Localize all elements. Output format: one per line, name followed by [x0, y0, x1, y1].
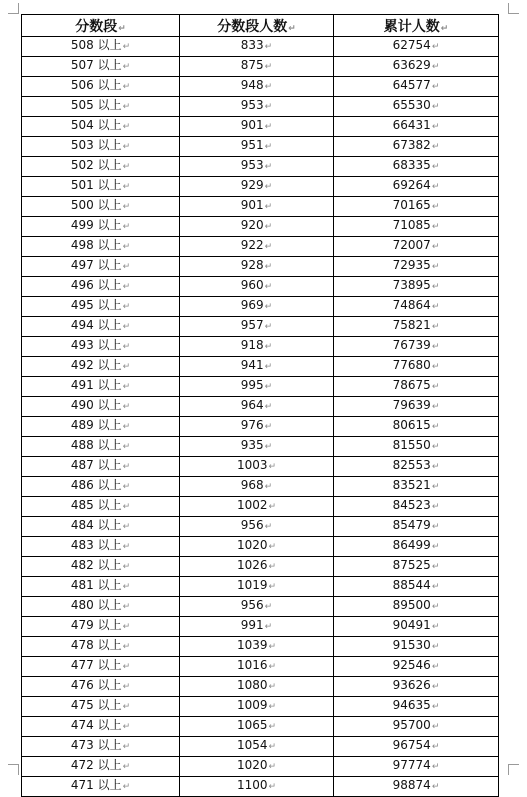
cell-cumulative-count: 90491↵ — [334, 617, 499, 637]
cell-range-count: 833↵ — [180, 37, 334, 57]
cell-range-count: 929↵ — [180, 177, 334, 197]
cell-range-count: 1016↵ — [180, 657, 334, 677]
paragraph-mark-icon: ↵ — [268, 462, 277, 472]
cell-cumulative-count: 63629↵ — [334, 57, 499, 77]
paragraph-mark-icon: ↵ — [288, 23, 296, 34]
table-row — [22, 157, 499, 177]
cell-score-range: 481 以上↵ — [22, 577, 180, 597]
paragraph-mark-icon: ↵ — [122, 222, 131, 232]
cell-score-range: 489 以上↵ — [22, 417, 180, 437]
paragraph-mark-icon: ↵ — [431, 262, 440, 272]
paragraph-mark-icon: ↵ — [122, 422, 131, 432]
paragraph-mark-icon: ↵ — [122, 542, 131, 552]
cell-cumulative-count: 82553↵ — [334, 457, 499, 477]
cell-score-range: 474 以上↵ — [22, 717, 180, 737]
paragraph-mark-icon: ↵ — [431, 462, 440, 472]
paragraph-mark-icon: ↵ — [264, 302, 273, 312]
cell-cumulative-count: 95700↵ — [334, 717, 499, 737]
cell-cumulative-count: 88544↵ — [334, 577, 499, 597]
cell-range-count: 1009↵ — [180, 697, 334, 717]
cell-range-count: 960↵ — [180, 277, 334, 297]
cell-score-range: 503 以上↵ — [22, 137, 180, 157]
paragraph-mark-icon: ↵ — [440, 23, 449, 34]
paragraph-mark-icon: ↵ — [122, 242, 131, 252]
paragraph-mark-icon: ↵ — [268, 502, 277, 512]
cell-cumulative-count: 79639↵ — [334, 397, 499, 417]
cell-cumulative-count: 81550↵ — [334, 437, 499, 457]
table-row — [22, 557, 499, 577]
paragraph-mark-icon: ↵ — [264, 222, 273, 232]
cell-range-count: 953↵ — [180, 97, 334, 117]
paragraph-mark-icon: ↵ — [122, 142, 131, 152]
paragraph-mark-icon: ↵ — [122, 582, 131, 592]
paragraph-mark-icon: ↵ — [268, 662, 277, 672]
paragraph-mark-icon: ↵ — [122, 82, 131, 92]
cell-cumulative-count: 76739↵ — [334, 337, 499, 357]
cell-range-count: 1019↵ — [180, 577, 334, 597]
cell-range-count: 901↵ — [180, 197, 334, 217]
paragraph-mark-icon: ↵ — [264, 182, 273, 192]
paragraph-mark-icon: ↵ — [264, 202, 273, 212]
header-cumulative-count: 累计人数↵ — [334, 15, 499, 37]
table-row — [22, 497, 499, 517]
cell-score-range: 508 以上↵ — [22, 37, 180, 57]
paragraph-mark-icon: ↵ — [122, 62, 131, 72]
cell-range-count: 928↵ — [180, 257, 334, 277]
cell-score-range: 482 以上↵ — [22, 557, 180, 577]
cell-cumulative-count: 98874↵ — [334, 777, 499, 797]
cell-cumulative-count: 74864↵ — [334, 297, 499, 317]
cell-range-count: 991↵ — [180, 617, 334, 637]
paragraph-mark-icon: ↵ — [268, 722, 277, 732]
table-row — [22, 97, 499, 117]
paragraph-mark-icon: ↵ — [431, 242, 440, 252]
paragraph-mark-icon: ↵ — [431, 762, 440, 772]
cell-score-range: 484 以上↵ — [22, 517, 180, 537]
paragraph-mark-icon: ↵ — [431, 302, 440, 312]
paragraph-mark-icon: ↵ — [431, 202, 440, 212]
paragraph-mark-icon: ↵ — [431, 702, 440, 712]
cell-cumulative-count: 97774↵ — [334, 757, 499, 777]
cell-score-range: 505 以上↵ — [22, 97, 180, 117]
score-distribution-table — [21, 14, 499, 797]
paragraph-mark-icon: ↵ — [431, 602, 440, 612]
paragraph-mark-icon: ↵ — [431, 682, 440, 692]
cell-score-range: 490 以上↵ — [22, 397, 180, 417]
paragraph-mark-icon: ↵ — [268, 542, 277, 552]
cell-cumulative-count: 62754↵ — [334, 37, 499, 57]
paragraph-mark-icon: ↵ — [122, 202, 131, 212]
paragraph-mark-icon: ↵ — [431, 102, 440, 112]
table-row — [22, 277, 499, 297]
cell-cumulative-count: 67382↵ — [334, 137, 499, 157]
cell-range-count: 1020↵ — [180, 757, 334, 777]
table-row — [22, 177, 499, 197]
paragraph-mark-icon: ↵ — [431, 122, 440, 132]
cell-score-range: 486 以上↵ — [22, 477, 180, 497]
cell-cumulative-count: 71085↵ — [334, 217, 499, 237]
cell-score-range: 473 以上↵ — [22, 737, 180, 757]
table-row — [22, 637, 499, 657]
cell-range-count: 968↵ — [180, 477, 334, 497]
paragraph-mark-icon: ↵ — [122, 182, 131, 192]
cell-range-count: 1100↵ — [180, 777, 334, 797]
paragraph-mark-icon: ↵ — [122, 702, 131, 712]
paragraph-mark-icon: ↵ — [264, 622, 273, 632]
cell-score-range: 500 以上↵ — [22, 197, 180, 217]
paragraph-mark-icon: ↵ — [122, 382, 131, 392]
cell-cumulative-count: 75821↵ — [334, 317, 499, 337]
table-row — [22, 597, 499, 617]
cell-score-range: 502 以上↵ — [22, 157, 180, 177]
paragraph-mark-icon: ↵ — [431, 342, 440, 352]
paragraph-mark-icon: ↵ — [264, 162, 273, 172]
cell-range-count: 1002↵ — [180, 497, 334, 517]
paragraph-mark-icon: ↵ — [431, 402, 440, 412]
cell-cumulative-count: 73895↵ — [334, 277, 499, 297]
cell-cumulative-count: 77680↵ — [334, 357, 499, 377]
paragraph-mark-icon: ↵ — [431, 222, 440, 232]
paragraph-mark-icon: ↵ — [431, 622, 440, 632]
paragraph-mark-icon: ↵ — [122, 402, 131, 412]
page-corner-mark — [8, 3, 19, 14]
paragraph-mark-icon: ↵ — [122, 302, 131, 312]
paragraph-mark-icon: ↵ — [431, 442, 440, 452]
cell-score-range: 495 以上↵ — [22, 297, 180, 317]
paragraph-mark-icon: ↵ — [431, 542, 440, 552]
paragraph-mark-icon: ↵ — [264, 242, 273, 252]
cell-cumulative-count: 85479↵ — [334, 517, 499, 537]
table-row — [22, 337, 499, 357]
paragraph-mark-icon: ↵ — [431, 382, 440, 392]
paragraph-mark-icon: ↵ — [122, 762, 131, 772]
cell-range-count: 1003↵ — [180, 457, 334, 477]
paragraph-mark-icon: ↵ — [122, 442, 131, 452]
table-row — [22, 737, 499, 757]
cell-score-range: 498 以上↵ — [22, 237, 180, 257]
paragraph-mark-icon: ↵ — [268, 742, 277, 752]
paragraph-mark-icon: ↵ — [122, 122, 131, 132]
paragraph-mark-icon: ↵ — [122, 342, 131, 352]
paragraph-mark-icon: ↵ — [122, 722, 131, 732]
cell-range-count: 953↵ — [180, 157, 334, 177]
paragraph-mark-icon: ↵ — [264, 382, 273, 392]
paragraph-mark-icon: ↵ — [431, 562, 440, 572]
cell-score-range: 497 以上↵ — [22, 257, 180, 277]
cell-score-range: 493 以上↵ — [22, 337, 180, 357]
cell-range-count: 1020↵ — [180, 537, 334, 557]
paragraph-mark-icon: ↵ — [431, 642, 440, 652]
cell-range-count: 964↵ — [180, 397, 334, 417]
cell-cumulative-count: 65530↵ — [334, 97, 499, 117]
paragraph-mark-icon: ↵ — [122, 42, 131, 52]
table-row — [22, 457, 499, 477]
cell-cumulative-count: 89500↵ — [334, 597, 499, 617]
table-row — [22, 677, 499, 697]
paragraph-mark-icon: ↵ — [264, 282, 273, 292]
paragraph-mark-icon: ↵ — [264, 402, 273, 412]
cell-range-count: 918↵ — [180, 337, 334, 357]
table-row — [22, 437, 499, 457]
cell-range-count: 969↵ — [180, 297, 334, 317]
paragraph-mark-icon: ↵ — [122, 322, 131, 332]
paragraph-mark-icon: ↵ — [264, 122, 273, 132]
table-row — [22, 237, 499, 257]
cell-range-count: 875↵ — [180, 57, 334, 77]
paragraph-mark-icon: ↵ — [431, 82, 440, 92]
cell-range-count: 956↵ — [180, 597, 334, 617]
header-range-count: 分数段人数↵ — [180, 15, 334, 37]
table-row — [22, 537, 499, 557]
cell-range-count: 941↵ — [180, 357, 334, 377]
table-row — [22, 77, 499, 97]
paragraph-mark-icon: ↵ — [264, 362, 273, 372]
table-row — [22, 57, 499, 77]
paragraph-mark-icon: ↵ — [264, 82, 273, 92]
table-row — [22, 617, 499, 637]
paragraph-mark-icon: ↵ — [122, 622, 131, 632]
paragraph-mark-icon: ↵ — [264, 522, 273, 532]
paragraph-mark-icon: ↵ — [264, 42, 273, 52]
cell-score-range: 477 以上↵ — [22, 657, 180, 677]
header-score-range: 分数段↵ — [22, 15, 180, 37]
table-row — [22, 297, 499, 317]
cell-cumulative-count: 66431↵ — [334, 117, 499, 137]
cell-cumulative-count: 80615↵ — [334, 417, 499, 437]
cell-cumulative-count: 84523↵ — [334, 497, 499, 517]
cell-score-range: 471 以上↵ — [22, 777, 180, 797]
cell-score-range: 483 以上↵ — [22, 537, 180, 557]
cell-cumulative-count: 72935↵ — [334, 257, 499, 277]
table-row — [22, 37, 499, 57]
table-row — [22, 417, 499, 437]
cell-score-range: 499 以上↵ — [22, 217, 180, 237]
cell-cumulative-count: 87525↵ — [334, 557, 499, 577]
paragraph-mark-icon: ↵ — [264, 102, 273, 112]
table-row — [22, 257, 499, 277]
cell-cumulative-count: 64577↵ — [334, 77, 499, 97]
table-row — [22, 397, 499, 417]
cell-range-count: 956↵ — [180, 517, 334, 537]
cell-score-range: 487 以上↵ — [22, 457, 180, 477]
paragraph-mark-icon: ↵ — [431, 62, 440, 72]
cell-range-count: 995↵ — [180, 377, 334, 397]
cell-score-range: 492 以上↵ — [22, 357, 180, 377]
cell-range-count: 1054↵ — [180, 737, 334, 757]
cell-score-range: 485 以上↵ — [22, 497, 180, 517]
cell-score-range: 488 以上↵ — [22, 437, 180, 457]
paragraph-mark-icon: ↵ — [122, 282, 131, 292]
cell-range-count: 976↵ — [180, 417, 334, 437]
cell-range-count: 951↵ — [180, 137, 334, 157]
cell-range-count: 920↵ — [180, 217, 334, 237]
paragraph-mark-icon: ↵ — [268, 642, 277, 652]
paragraph-mark-icon: ↵ — [122, 482, 131, 492]
cell-score-range: 507 以上↵ — [22, 57, 180, 77]
table-row — [22, 197, 499, 217]
paragraph-mark-icon: ↵ — [122, 742, 131, 752]
cell-range-count: 1039↵ — [180, 637, 334, 657]
cell-cumulative-count: 94635↵ — [334, 697, 499, 717]
cell-range-count: 957↵ — [180, 317, 334, 337]
paragraph-mark-icon: ↵ — [122, 662, 131, 672]
paragraph-mark-icon: ↵ — [122, 462, 131, 472]
paragraph-mark-icon: ↵ — [122, 502, 131, 512]
paragraph-mark-icon: ↵ — [431, 422, 440, 432]
paragraph-mark-icon: ↵ — [431, 662, 440, 672]
paragraph-mark-icon: ↵ — [122, 682, 131, 692]
cell-score-range: 475 以上↵ — [22, 697, 180, 717]
paragraph-mark-icon: ↵ — [431, 182, 440, 192]
paragraph-mark-icon: ↵ — [122, 782, 131, 792]
paragraph-mark-icon: ↵ — [268, 702, 277, 712]
paragraph-mark-icon: ↵ — [264, 262, 273, 272]
paragraph-mark-icon: ↵ — [268, 762, 277, 772]
cell-score-range: 494 以上↵ — [22, 317, 180, 337]
paragraph-mark-icon: ↵ — [431, 162, 440, 172]
page-corner-mark — [8, 764, 19, 775]
paragraph-mark-icon: ↵ — [431, 522, 440, 532]
cell-score-range: 476 以上↵ — [22, 677, 180, 697]
paragraph-mark-icon: ↵ — [264, 322, 273, 332]
table-row — [22, 517, 499, 537]
paragraph-mark-icon: ↵ — [268, 682, 277, 692]
paragraph-mark-icon: ↵ — [268, 582, 277, 592]
cell-cumulative-count: 96754↵ — [334, 737, 499, 757]
paragraph-mark-icon: ↵ — [122, 362, 131, 372]
cell-cumulative-count: 92546↵ — [334, 657, 499, 677]
cell-score-range: 478 以上↵ — [22, 637, 180, 657]
paragraph-mark-icon: ↵ — [122, 602, 131, 612]
cell-cumulative-count: 93626↵ — [334, 677, 499, 697]
paragraph-mark-icon: ↵ — [264, 602, 273, 612]
paragraph-mark-icon: ↵ — [264, 142, 273, 152]
paragraph-mark-icon: ↵ — [431, 362, 440, 372]
table-row — [22, 377, 499, 397]
page-corner-mark — [508, 764, 519, 775]
cell-range-count: 1026↵ — [180, 557, 334, 577]
cell-cumulative-count: 86499↵ — [334, 537, 499, 557]
paragraph-mark-icon: ↵ — [264, 482, 273, 492]
table-row — [22, 117, 499, 137]
paragraph-mark-icon: ↵ — [431, 782, 440, 792]
cell-score-range: 472 以上↵ — [22, 757, 180, 777]
cell-cumulative-count: 69264↵ — [334, 177, 499, 197]
cell-range-count: 901↵ — [180, 117, 334, 137]
paragraph-mark-icon: ↵ — [264, 442, 273, 452]
paragraph-mark-icon: ↵ — [122, 102, 131, 112]
paragraph-mark-icon: ↵ — [431, 722, 440, 732]
cell-cumulative-count: 68335↵ — [334, 157, 499, 177]
table-row — [22, 357, 499, 377]
paragraph-mark-icon: ↵ — [431, 282, 440, 292]
cell-range-count: 1065↵ — [180, 717, 334, 737]
table-row — [22, 317, 499, 337]
paragraph-mark-icon: ↵ — [431, 502, 440, 512]
table-row — [22, 577, 499, 597]
paragraph-mark-icon: ↵ — [431, 582, 440, 592]
cell-score-range: 496 以上↵ — [22, 277, 180, 297]
cell-range-count: 922↵ — [180, 237, 334, 257]
paragraph-mark-icon: ↵ — [431, 42, 440, 52]
cell-cumulative-count: 70165↵ — [334, 197, 499, 217]
paragraph-mark-icon: ↵ — [122, 522, 131, 532]
paragraph-mark-icon: ↵ — [268, 782, 277, 792]
table-row — [22, 717, 499, 737]
cell-range-count: 948↵ — [180, 77, 334, 97]
table-row — [22, 777, 499, 797]
table-row — [22, 757, 499, 777]
cell-score-range: 491 以上↵ — [22, 377, 180, 397]
paragraph-mark-icon: ↵ — [118, 23, 126, 34]
table-row — [22, 217, 499, 237]
table-row — [22, 477, 499, 497]
paragraph-mark-icon: ↵ — [264, 342, 273, 352]
paragraph-mark-icon: ↵ — [264, 422, 273, 432]
page-corner-mark — [508, 3, 519, 14]
paragraph-mark-icon: ↵ — [431, 742, 440, 752]
cell-score-range: 480 以上↵ — [22, 597, 180, 617]
table-row — [22, 137, 499, 157]
cell-cumulative-count: 91530↵ — [334, 637, 499, 657]
cell-score-range: 501 以上↵ — [22, 177, 180, 197]
table-row — [22, 657, 499, 677]
table-header-row — [22, 15, 499, 37]
cell-score-range: 504 以上↵ — [22, 117, 180, 137]
paragraph-mark-icon: ↵ — [431, 142, 440, 152]
paragraph-mark-icon: ↵ — [268, 562, 277, 572]
paragraph-mark-icon: ↵ — [431, 482, 440, 492]
cell-cumulative-count: 78675↵ — [334, 377, 499, 397]
paragraph-mark-icon: ↵ — [122, 642, 131, 652]
cell-range-count: 935↵ — [180, 437, 334, 457]
cell-score-range: 479 以上↵ — [22, 617, 180, 637]
cell-cumulative-count: 83521↵ — [334, 477, 499, 497]
paragraph-mark-icon: ↵ — [431, 322, 440, 332]
cell-range-count: 1080↵ — [180, 677, 334, 697]
paragraph-mark-icon: ↵ — [122, 262, 131, 272]
cell-score-range: 506 以上↵ — [22, 77, 180, 97]
cell-cumulative-count: 72007↵ — [334, 237, 499, 257]
paragraph-mark-icon: ↵ — [122, 562, 131, 572]
table-row — [22, 697, 499, 717]
paragraph-mark-icon: ↵ — [264, 62, 273, 72]
paragraph-mark-icon: ↵ — [122, 162, 131, 172]
